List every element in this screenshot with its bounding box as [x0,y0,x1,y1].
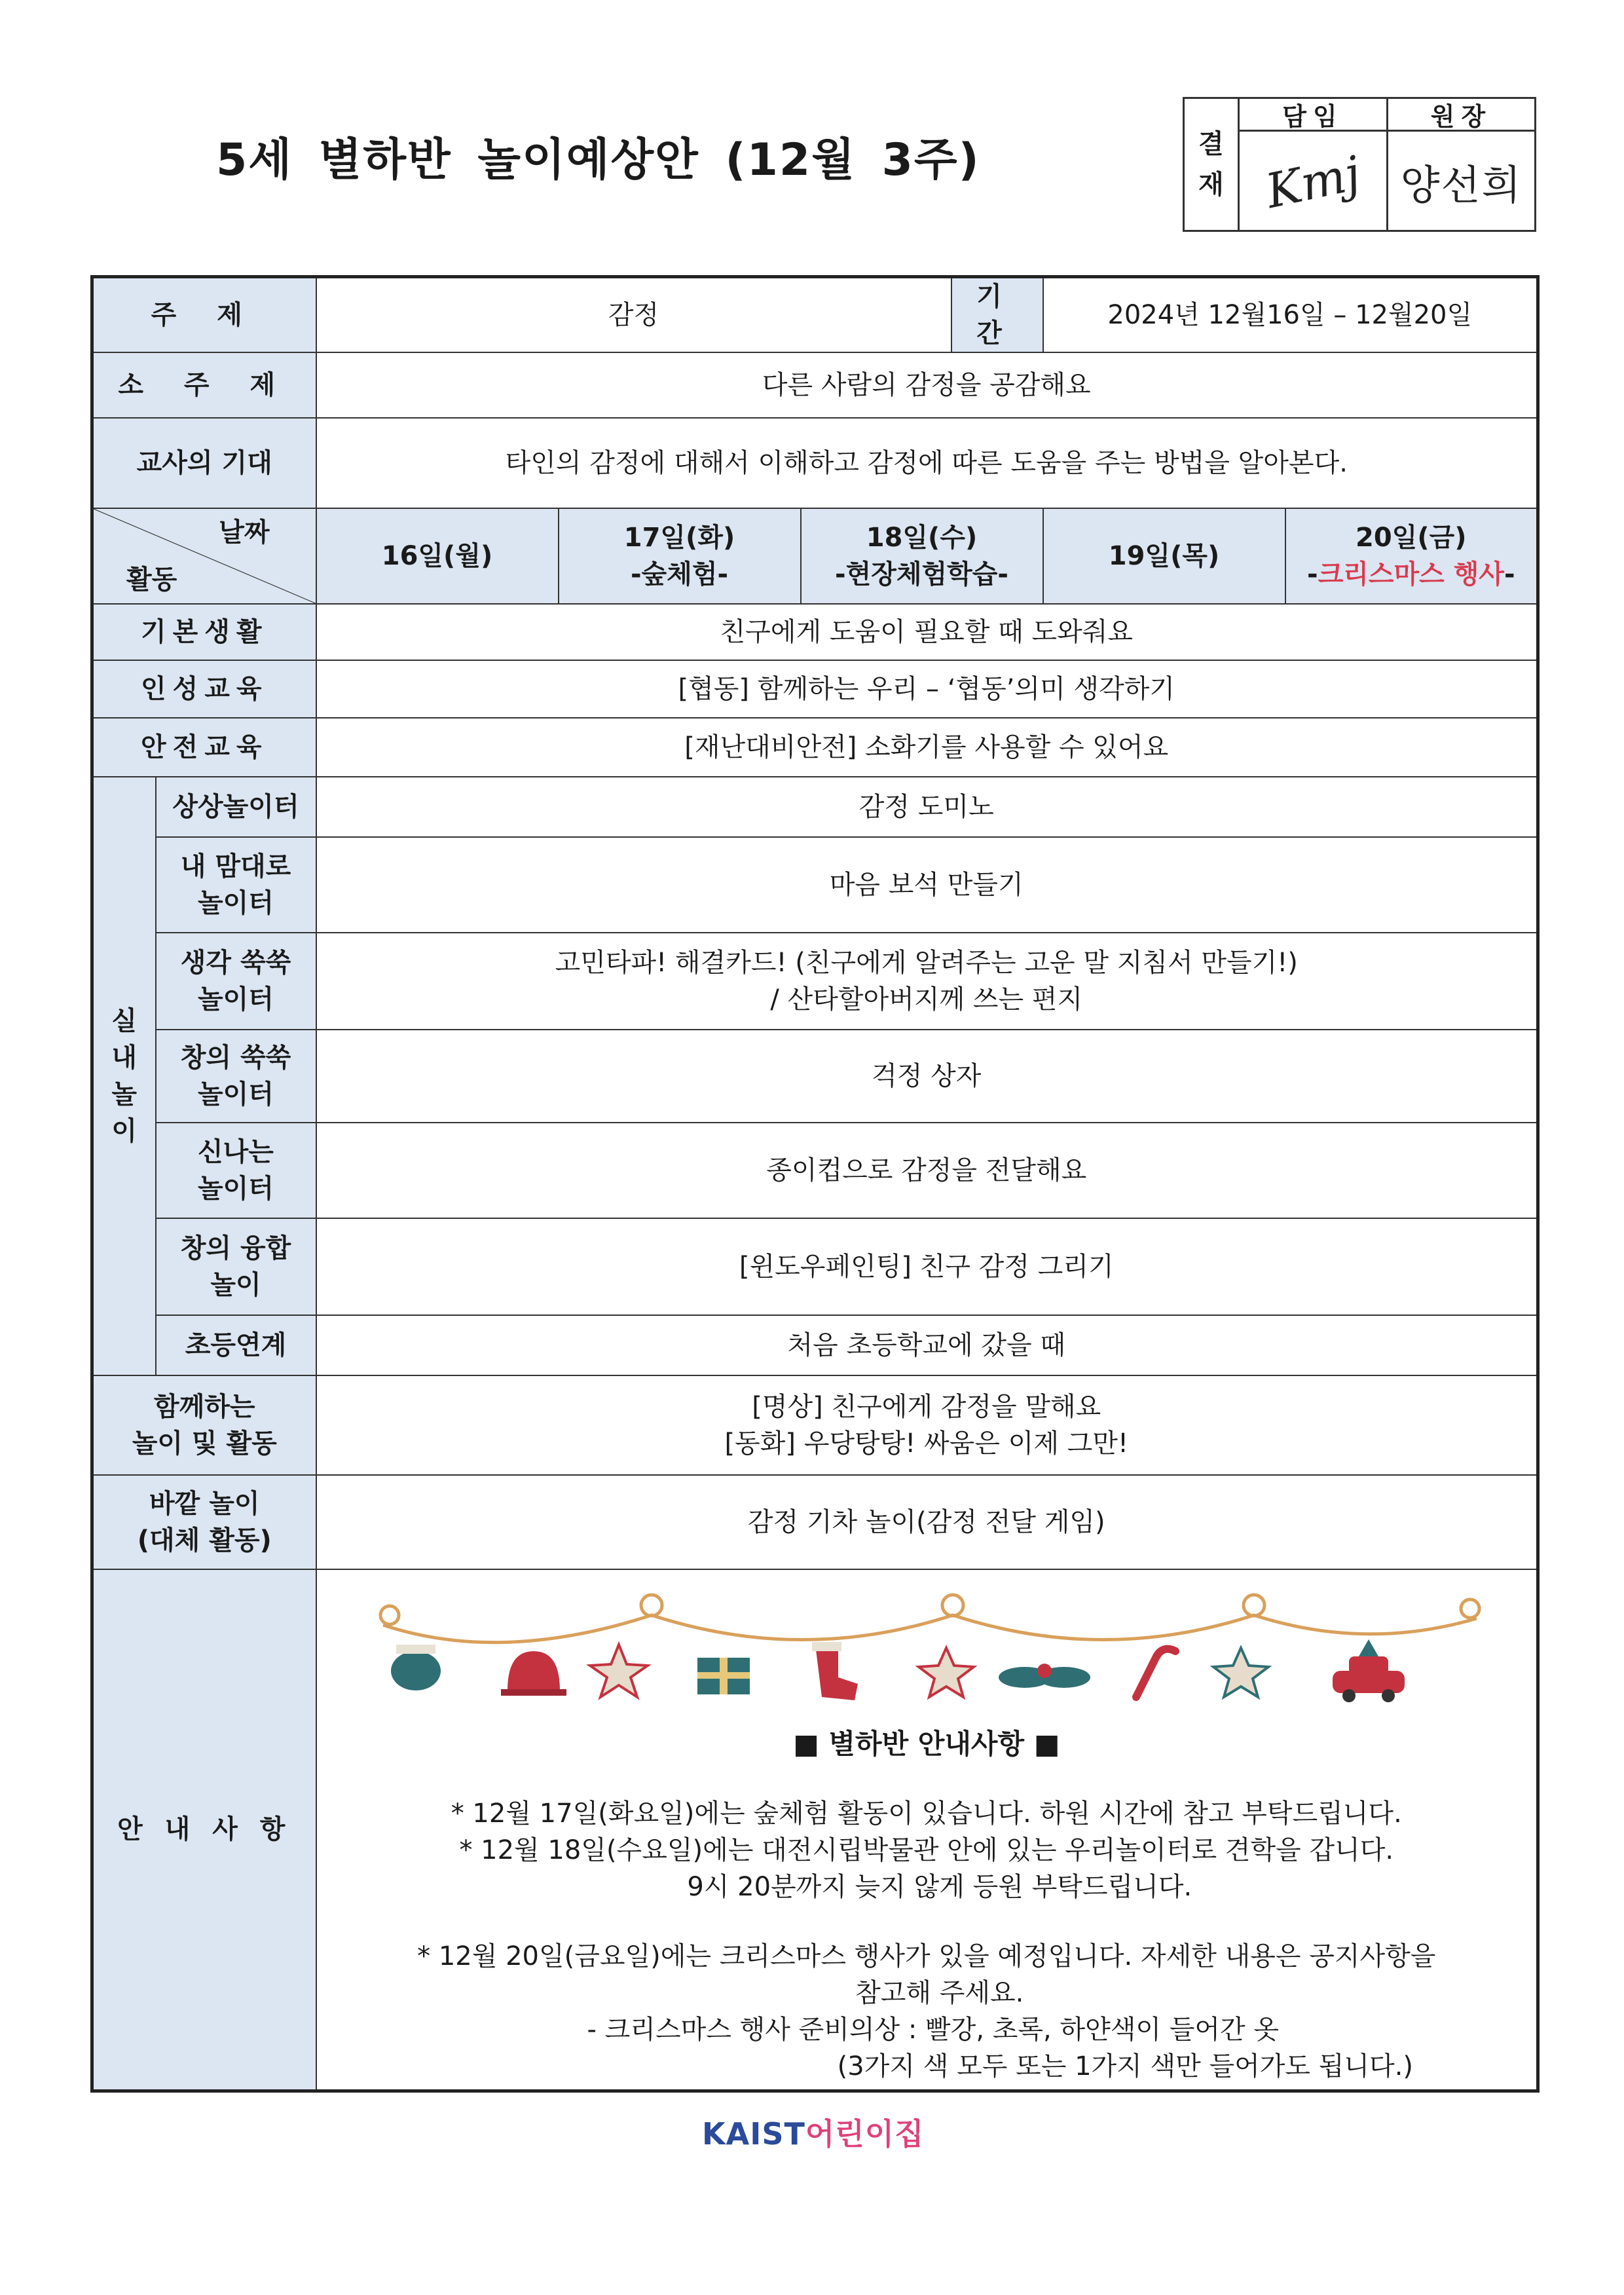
subtheme-label: 소 주 제 [92,352,316,418]
together-label-1: 함께하는 [153,1392,255,1422]
indoor-label-2b: 놀이터 [198,888,274,918]
basic-life-row [92,604,1538,660]
teacher-header: 담임 [1240,99,1386,132]
together-value [316,1375,1538,1475]
page-title: 5세 별하반 놀이예상안 (12월 3주) [216,134,980,186]
candy-cane-icon [1136,1649,1175,1697]
indoor-label-1: 상상놀이터 [156,777,316,837]
notice-content [316,1569,1538,2091]
outdoor-label-1: 바깥 놀이 [149,1489,260,1519]
outdoor-value: 감정 기차 놀이(감정 전달 게임) [316,1475,1538,1569]
theme-row [92,277,1538,353]
star-icon-3 [1213,1648,1268,1697]
safety-value: [재난대비안전] 소화기를 사용할 수 있어요 [316,718,1538,777]
bell-icon [501,1651,566,1696]
day-thu [1043,508,1285,604]
days-row [92,508,1538,604]
indoor-value-3 [316,933,1538,1030]
car-icon [1333,1639,1405,1702]
gift-icon [697,1658,750,1694]
day-fri-dash-left: - [1306,559,1318,589]
indoor-label-5a: 신나는 [198,1137,274,1167]
teacher-signature-cell [1240,132,1386,232]
approval-side-label [1185,99,1240,230]
day-thu-date: 19일(목) [1108,541,1220,571]
day-fri-sub-wrap [1291,556,1532,593]
star-icon-1 [590,1645,648,1697]
day-tue-sub: -숲체험- [630,559,729,589]
notice-title: ■ 별하반 안내사항 ■ [793,1728,1060,1761]
indoor-label-6b: 놀이 [210,1270,261,1300]
day-wed-date: 18일(수) [866,523,978,553]
day-tue [559,508,801,604]
day-mon-date: 16일(월) [381,541,493,571]
indoor-label-6a: 창의 융합 [180,1233,291,1263]
period-value: 2024년 12월16일 – 12월20일 [1043,277,1538,353]
indoor-label-7: 초등연계 [156,1315,316,1375]
day-mon [316,508,559,604]
teacher-signature: Kmj [1261,145,1365,219]
approval-box [1183,97,1536,232]
safety-label: 안전교육 [92,718,316,777]
day-fri [1285,508,1538,604]
star-icon-2 [919,1648,974,1697]
character-value: [협동] 함께하는 우리 – ‘협동’의미 생각하기 [316,660,1538,718]
character-label: 인성교육 [92,660,316,718]
indoor-label-4b: 놀이터 [198,1079,274,1110]
day-wed-sub: -현장체험학습- [834,559,1009,589]
kaist-kindergarten-logo [702,2110,925,2154]
outdoor-label-2: (대체 활동) [137,1525,272,1556]
indoor-row-5 [92,1123,1538,1218]
indoor-value-5: 종이컵으로 감정을 전달해요 [316,1123,1538,1218]
indoor-row-3 [92,933,1538,1030]
character-row [92,660,1538,718]
indoor-char-4: 이 [111,1116,138,1146]
day-fri-date: 20일(금) [1356,523,1467,553]
stocking-icon [812,1642,858,1700]
director-signature-cell [1388,132,1534,232]
together-row [92,1375,1538,1475]
indoor-label-4 [156,1030,316,1123]
outdoor-label [92,1475,316,1569]
indoor-value-4: 걱정 상자 [316,1030,1538,1123]
theme-value: 감정 [316,277,951,353]
notice-gap [322,1905,1532,1938]
notice-row [92,1569,1538,2091]
together-label [92,1375,316,1475]
theme-label: 주 제 [92,277,316,353]
notice-body [322,1795,1532,2085]
diag-date-label: 날짜 [219,517,270,548]
notice-line-2: * 12월 18일(수요일)에는 대전시립박물관 안에 있는 우리놀이터로 견학을 갑니다. [459,1835,1394,1866]
outdoor-row [92,1475,1538,1569]
together-value-1: [명상] 친구에게 감정을 말해요 [752,1392,1101,1422]
indoor-row-4 [92,1030,1538,1123]
indoor-label-2 [156,837,316,933]
notice-line-7: (3가지 색 모두 또는 1가지 색만 들어가도 됩니다.) [837,2051,1414,2082]
date-activity-header [92,508,316,604]
day-tue-date: 17일(화) [623,523,735,553]
expectation-value: 타인의 감정에 대해서 이해하고 감정에 따른 도움을 주는 방법을 알아본다. [316,418,1538,508]
indoor-char-2: 내 [111,1043,138,1073]
notice-line-4: * 12월 20일(금요일)에는 크리스마스 행사가 있을 예정입니다. 자세한 내용은 공지사항을 [417,1941,1436,1972]
mitten-icon [391,1645,441,1690]
indoor-row-7 [92,1315,1538,1375]
notice-label: 안 내 사 항 [92,1569,316,2091]
together-label-2: 놀이 및 활동 [132,1428,277,1459]
director-signature: 양선희 [1400,161,1522,209]
indoor-value-3b: / 산타할아버지께 쓰는 편지 [770,984,1083,1015]
indoor-label-4a: 창의 쑥쑥 [180,1043,291,1073]
indoor-value-3a: 고민타파! 해결카드! (친구에게 알려주는 고운 말 지침서 만들기!) [555,948,1298,978]
diag-activity-label: 활동 [126,565,177,595]
indoor-char-3: 놀 [111,1079,138,1110]
christmas-garland-icon [370,1579,1483,1704]
day-wed [801,508,1043,604]
indoor-label-3 [156,933,316,1030]
indoor-label-5b: 놀이터 [198,1174,274,1204]
notice-line-1: * 12월 17일(화요일)에는 숲체험 활동이 있습니다. 하원 시간에 참고 부탁드립니다. [451,1799,1402,1829]
indoor-value-6: [윈도우페인팅] 친구 감정 그리기 [316,1218,1538,1315]
logo-suffix: 어린이집 [805,2116,925,2152]
indoor-char-1: 실 [111,1006,138,1036]
period-label: 기 간 [951,277,1043,353]
notice-line-6: - 크리스마스 행사 준비의상 : 빨강, 초록, 하얀색이 들어간 옷 [587,2015,1280,2045]
notice-line-5: 참고해 주세요. [855,1978,1024,2009]
indoor-label-3b: 놀이터 [198,984,274,1015]
indoor-label-2a: 내 맘대로 [180,851,291,882]
indoor-row-6 [92,1218,1538,1315]
basic-life-label: 기본생활 [92,604,316,660]
expectation-row [92,418,1538,508]
subtheme-row [92,352,1538,418]
indoor-value-1: 감정 도미노 [316,777,1538,837]
plan-table [90,275,1540,2093]
indoor-row-1 [92,777,1538,837]
notice-line-3: 9시 20분까지 늦지 않게 등원 부탁드립니다. [687,1872,1192,1903]
indoor-play-label [92,777,156,1375]
safety-row [92,718,1538,777]
logo-kaist: KAIST [702,2116,805,2152]
holly-icon [999,1664,1090,1688]
indoor-label-5 [156,1123,316,1218]
expectation-label: 교사의 기대 [92,418,316,508]
indoor-label-6 [156,1218,316,1315]
together-value-2: [동화] 우당탕탕! 싸움은 이제 그만! [724,1428,1128,1459]
approval-side-bottom: 재 [1198,170,1224,200]
indoor-value-2: 마음 보석 만들기 [316,837,1538,933]
indoor-row-2 [92,837,1538,933]
director-header: 원장 [1388,99,1534,132]
day-fri-sub: 크리스마스 행사 [1318,559,1504,589]
approval-side-top: 결 [1198,129,1224,159]
indoor-label-3a: 생각 쑥쑥 [180,948,291,978]
indoor-value-7: 처음 초등학교에 갔을 때 [316,1315,1538,1375]
subtheme-value: 다른 사람의 감정을 공감해요 [316,352,1538,418]
day-fri-dash-right: - [1504,559,1515,589]
basic-life-value: 친구에게 도움이 필요할 때 도와줘요 [316,604,1538,660]
